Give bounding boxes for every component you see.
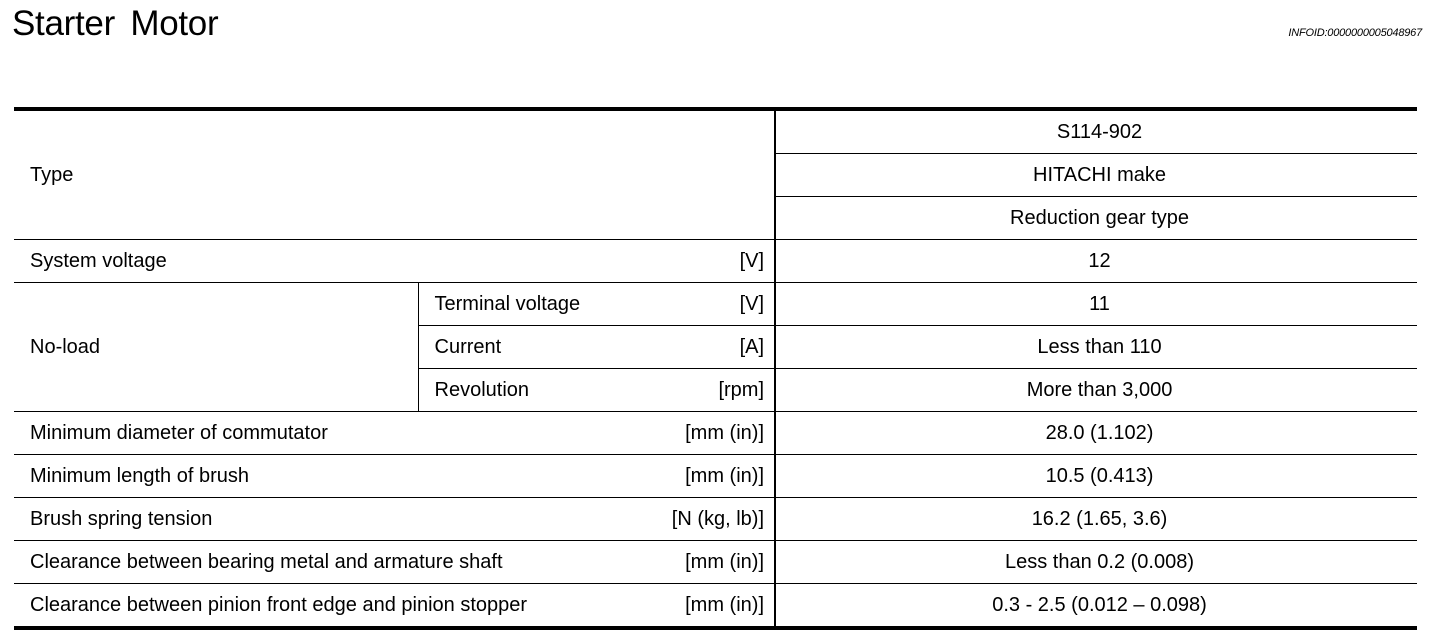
table-row (14, 412, 1417, 455)
current-label: Current (434, 335, 502, 358)
bearing-clearance-cell (14, 541, 775, 584)
terminal-voltage-value: 11 (775, 283, 1417, 326)
current-cell (418, 326, 775, 369)
pinion-clearance-cell (14, 584, 775, 629)
page-title: Starter Motor (12, 4, 219, 43)
pinion-clearance-value: 0.3 - 2.5 (0.012 – 0.098) (775, 584, 1417, 629)
pinion-clearance-label: Clearance between pinion front edge and pinion stopper (30, 593, 528, 616)
brush-spring-tension-unit: [N (kg, lb)] (671, 507, 765, 530)
system-voltage-cell (14, 240, 775, 283)
brush-spring-tension-label: Brush spring tension (30, 507, 213, 530)
revolution-value: More than 3,000 (775, 369, 1417, 412)
system-voltage-label: System voltage (30, 249, 167, 272)
bearing-clearance-value: Less than 0.2 (0.008) (775, 541, 1417, 584)
terminal-voltage-cell (418, 283, 775, 326)
table-row (14, 541, 1417, 584)
type-label: Type (14, 109, 775, 240)
brush-spring-tension-value: 16.2 (1.65, 3.6) (775, 498, 1417, 541)
type-value-gear: Reduction gear type (775, 197, 1417, 240)
current-unit: [A] (739, 335, 765, 358)
commutator-diameter-cell (14, 412, 775, 455)
no-load-label: No-load (14, 283, 418, 412)
table-row (14, 283, 1417, 326)
revolution-unit: [rpm] (718, 378, 765, 401)
pinion-clearance-unit: [mm (in)] (685, 593, 765, 616)
brush-length-label: Minimum length of brush (30, 464, 249, 487)
starter-motor-spec-table (14, 107, 1417, 630)
type-value-model: S114-902 (775, 109, 1417, 154)
type-value-maker: HITACHI make (775, 154, 1417, 197)
info-id: INFOID:0000000005048967 (1288, 27, 1422, 39)
bearing-clearance-unit: [mm (in)] (685, 550, 765, 573)
terminal-voltage-unit: [V] (739, 292, 765, 315)
brush-length-value: 10.5 (0.413) (775, 455, 1417, 498)
table-row (14, 240, 1417, 283)
table-row (14, 109, 1417, 154)
commutator-diameter-value: 28.0 (1.102) (775, 412, 1417, 455)
table-row (14, 455, 1417, 498)
brush-length-unit: [mm (in)] (685, 464, 765, 487)
commutator-diameter-label: Minimum diameter of commutator (30, 421, 328, 444)
bearing-clearance-label: Clearance between bearing metal and armature shaft (30, 550, 503, 573)
commutator-diameter-unit: [mm (in)] (685, 421, 765, 444)
current-value: Less than 110 (775, 326, 1417, 369)
revolution-label: Revolution (434, 378, 530, 401)
brush-spring-tension-cell (14, 498, 775, 541)
system-voltage-value: 12 (775, 240, 1417, 283)
revolution-cell (418, 369, 775, 412)
brush-length-cell (14, 455, 775, 498)
system-voltage-unit: [V] (739, 249, 765, 272)
table-row (14, 498, 1417, 541)
table-row (14, 584, 1417, 629)
terminal-voltage-label: Terminal voltage (434, 292, 581, 315)
